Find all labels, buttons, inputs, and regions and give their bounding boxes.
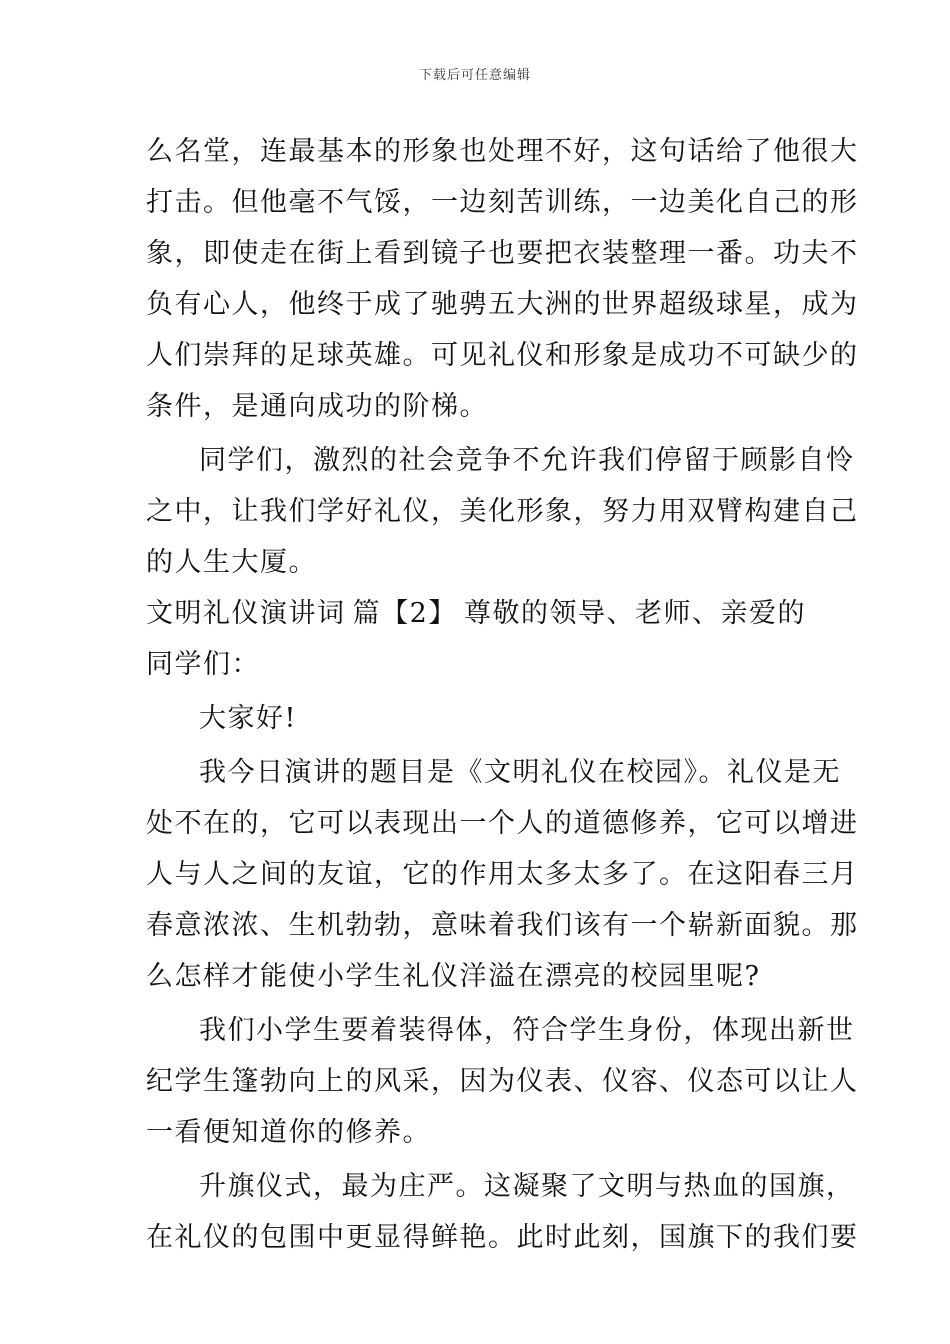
- speech-title: 文明礼仪演讲词: [146, 598, 346, 629]
- text-line: 之中，让我们学好礼仪，美化形象，努力用双臂构建自己: [146, 496, 859, 527]
- text-line: 春意浓浓、生机勃勃，意味着我们该有一个崭新面貌。那: [146, 910, 859, 941]
- paragraph-greeting: [146, 693, 806, 744]
- section-heading: [146, 588, 806, 690]
- text-line: 人们崇拜的足球英雄。可见礼仪和形象是成功不可缺少的: [146, 340, 859, 371]
- page-header: 下载后可任意编辑: [418, 68, 531, 83]
- paragraph-2: [146, 435, 859, 588]
- text-line: 纪学生篷勃向上的风采，因为仪表、仪容、仪态可以让人: [146, 1066, 859, 1097]
- text-line: 么怎样才能使小学生礼仪洋溢在漂亮的校园里呢?: [146, 961, 761, 992]
- heading-line: [146, 588, 806, 639]
- document-body: [146, 126, 859, 1263]
- paragraph-1: [146, 126, 859, 432]
- paragraph-6: [146, 1161, 859, 1263]
- section-number: 篇【2】: [352, 598, 457, 629]
- text-line: 同学们，激烈的社会竞争不允许我们停留于顾影自怜: [199, 445, 855, 476]
- text-line: 打击。但他毫不气馁，一边刻苦训练，一边美化自己的形: [146, 187, 859, 218]
- text-line: 我今日演讲的题目是《文明礼仪在校园》。礼仪是无: [199, 757, 841, 788]
- text-line: 负有心人，他终于成了驰骋五大洲的世界超级球星，成为: [146, 289, 859, 320]
- paragraph-4: [146, 747, 859, 1002]
- salutation-end: 同学们：: [146, 649, 260, 680]
- text-line: 条件，是通向成功的阶梯。: [146, 391, 488, 422]
- text-line: 人与人之间的友谊，它的作用太多太多了。在这阳春三月: [146, 859, 859, 890]
- text-line: 升旗仪式，最为庄严。这凝聚了文明与热血的国旗，: [199, 1171, 855, 1202]
- text-line: 处不在的，它可以表现出一个人的道德修养，它可以增进: [146, 808, 859, 839]
- text-line: 象，即使走在街上看到镜子也要把衣装整理一番。功夫不: [146, 238, 859, 269]
- salutation-start: 尊敬的领导、老师、亲爱的: [464, 598, 806, 629]
- text-line: 我们小学生要着装得体，符合学生身份，体现出新世: [199, 1015, 855, 1046]
- text-line: 的人生大厦。: [146, 547, 317, 578]
- text-line: 一看便知道你的修养。: [146, 1117, 431, 1148]
- text-line: 在礼仪的包围中更显得鲜艳。此时此刻，国旗下的我们要: [146, 1222, 859, 1253]
- text-line: 么名堂，连最基本的形象也处理不好，这句话给了他很大: [146, 136, 859, 167]
- paragraph-5: [146, 1005, 859, 1158]
- text-line: 大家好!: [199, 703, 297, 734]
